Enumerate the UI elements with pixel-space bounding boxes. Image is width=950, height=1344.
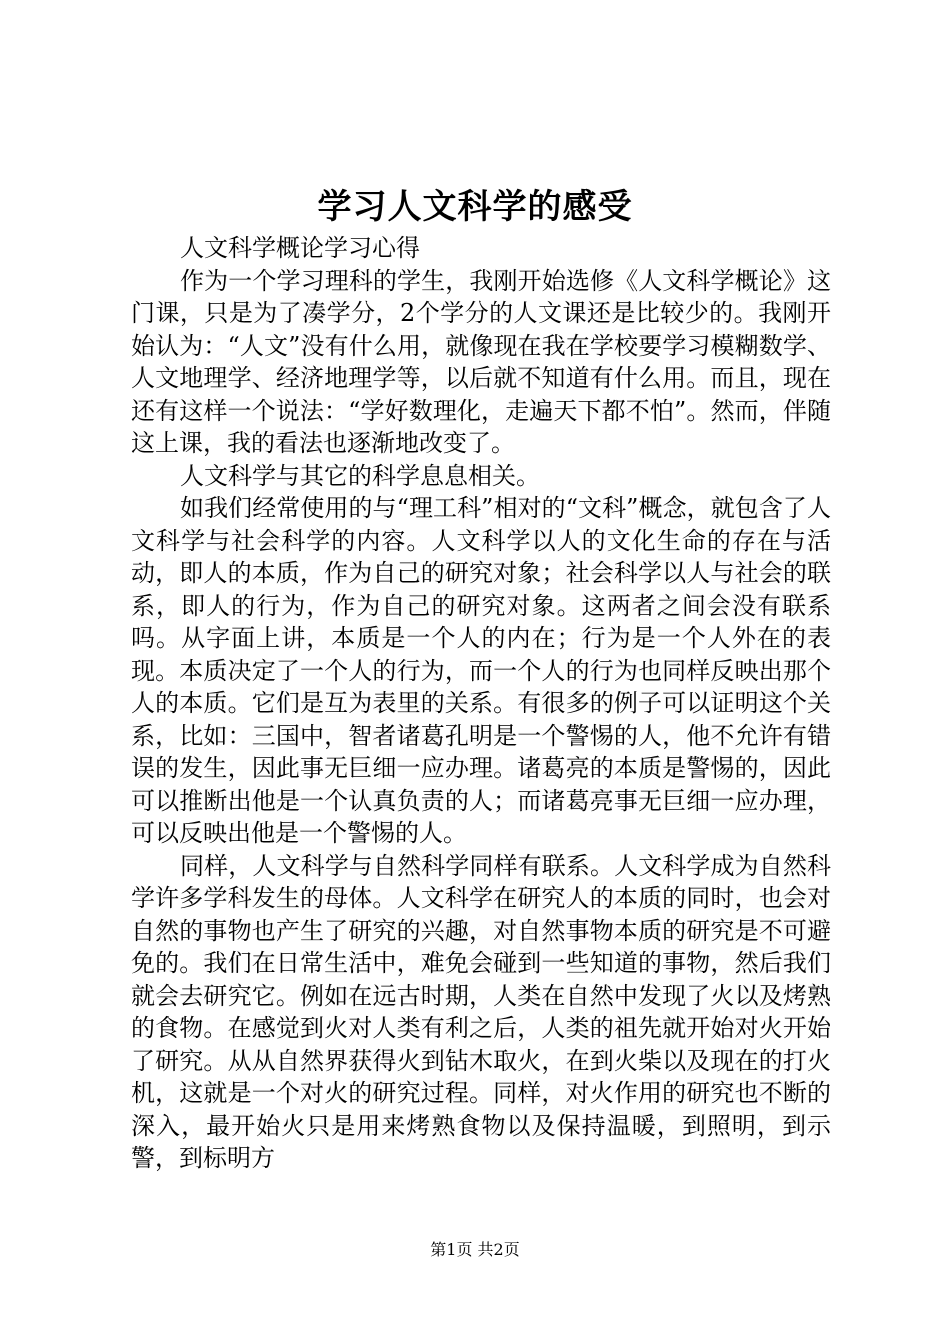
document-title: 学习人文科学的感受 xyxy=(317,187,633,227)
page-number-footer: 第1页 共2页 xyxy=(430,1240,520,1259)
paragraph: 同样，人文科学与自然科学同样有联系。人文科学成为自然科学许多学科发生的母体。人文科学在研究人的本质的同时，也会对自然的事物也产生了研究的兴趣，对自然事物本质的研究是不可避免的。我们在日常生活中，难免会碰到一些知道的事物，然后我们就会去研究它。例如在远古时期，人类在自然中发现了火以及烤熟的食物。在感觉到火对人类有利之后，人类的祖先就开始对火开始了研究。从从自然界获得火到钻木取火，在到火柴以及现在的打火机，这就是一个对火的研究过程。同样，对火作用的研究也不断的深入，最开始火只是用来烤熟食物以及保持温暖，到照明，到示警，到标明方 xyxy=(131,851,831,1172)
paragraph-subtitle: 人文科学概论学习心得 xyxy=(180,234,420,262)
document-body xyxy=(131,232,831,1175)
paragraph: 作为一个学习理科的学生，我刚开始选修《人文科学概论》这门课，只是为了凑学分，2个学分的人文课还是比较少的。我刚开始认为：“人文”没有什么用，就像现在我在学校要学习模糊数学、人文地理学、经济地理学等，以后就不知道有什么用。而且，现在还有这样一个说法：“学好数理化，走遍天下都不怕”。然而，伴随这上课，我的看法也逐渐地改变了。 xyxy=(131,266,831,457)
paragraph: 人文科学与其它的科学息息相关。 xyxy=(180,461,540,490)
paragraph: 如我们经常使用的与“理工科”相对的“文科”概念，就包含了人文科学与社会科学的内容。人文科学以人的文化生命的存在与活动，即人的本质，作为自己的研究对象；社会科学以人与社会的联系，即人的行为，作为自己的研究对象。这两者之间会没有联系吗。从字面上讲，本质是一个人的内在；行为是一个人外在的表现。本质决定了一个人的行为，而一个人的行为也同样反映出那个人的本质。它们是互为表里的关系。有很多的例子可以证明这个关系，比如：三国中，智者诸葛孔明是一个警惕的人，他不允许有错误的发生，因此事无巨细一应办理。诸葛亮的本质是警惕的，因此可以推断出他是一个认真负责的人；而诸葛亮事无巨细一应办理，可以反映出他是一个警惕的人。 xyxy=(131,494,831,847)
